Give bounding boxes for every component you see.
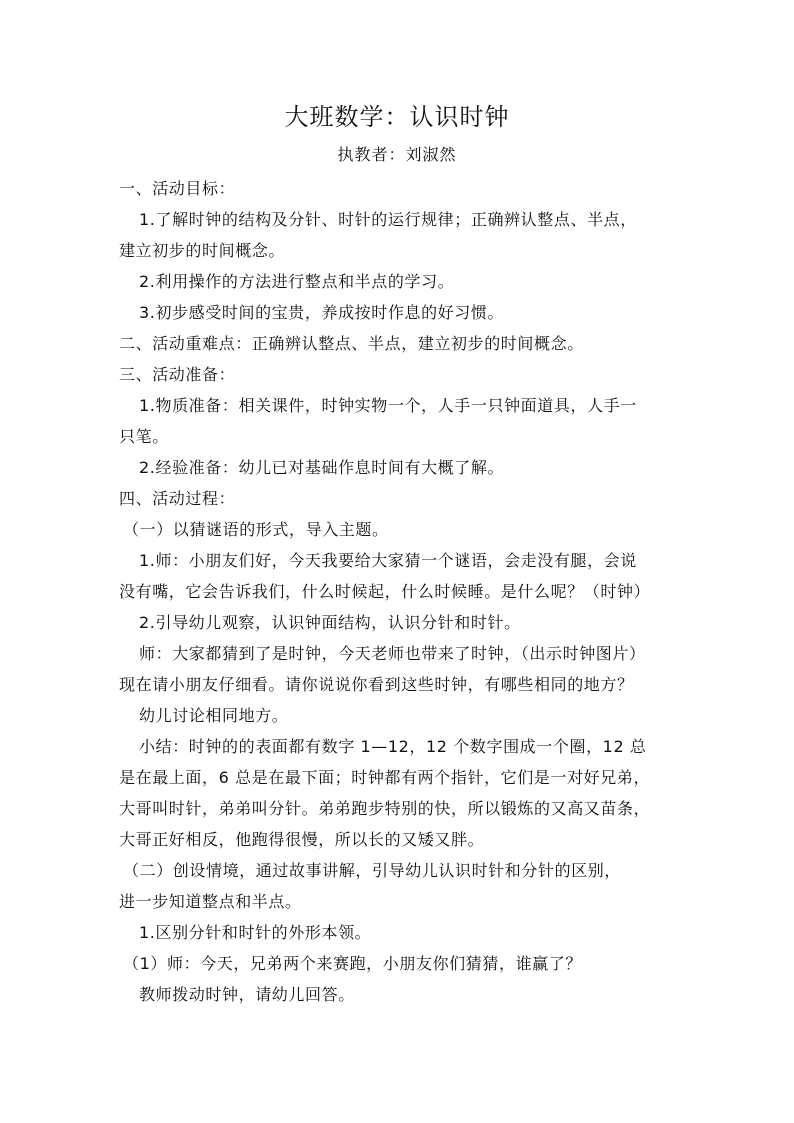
paragraph-line: 大哥叫时针，弟弟叫分针。弟弟跑步特别的快，所以锻炼的又高又苗条， [119,799,651,818]
subsection-heading: （二）创设情境，通过故事讲解，引导幼儿认识时针和分针的区别， [123,861,622,880]
paragraph-line: 1.师：小朋友们好，今天我要给大家猜一个谜语，会走没有腿，会说 [139,551,637,570]
paragraph-line: 教师拨动时钟，请幼儿回答。 [139,985,355,1004]
paragraph-line: 1.了解时钟的结构及分针、时针的运行规律；正确辨认整点、半点， [139,210,637,229]
paragraph-line: 3.初步感受时间的宝贵，养成按时作息的好习惯。 [139,303,505,322]
document-title: 大班数学：认识时钟 [284,103,510,131]
paragraph-line: 小结：时钟的的表面都有数字 1—12，12 个数字围成一个圈，12 总 [139,737,647,756]
paragraph-line: 只笔。 [119,427,169,446]
paragraph-line: 没有嘴，它会告诉我们，什么时候起，什么时候睡。是什么呢？（时钟） [119,582,651,601]
paragraph-line: 是在最上面，6 总是在最下面；时钟都有两个指针，它们是一对好兄弟， [119,768,651,787]
paragraph-line: 2.经验准备：幼儿已对基础作息时间有大概了解。 [139,458,505,477]
paragraph-line: （1）师：今天，兄弟两个来赛跑，小朋友你们猜猜，谁赢了？ [123,954,582,973]
section-heading: 三、活动准备： [119,365,236,384]
paragraph-line: 师：大家都猜到了是时钟，今天老师也带来了时钟，（出示时钟图片） [139,644,646,663]
section-heading: 一、活动目标： [119,179,236,198]
section-heading: 四、活动过程： [119,489,236,508]
paragraph-line: 进一步知道整点和半点。 [119,892,302,911]
document-body [119,173,685,1010]
document-author: 执教者：刘淑然 [337,145,457,164]
section-heading: 二、活动重难点：正确辨认整点、半点，建立初步的时间概念。 [119,334,584,353]
paragraph-line: 1.区别分针和时针的外形本领。 [139,923,372,942]
subsection-heading: （一）以猜谜语的形式，导入主题。 [123,520,389,539]
paragraph-line: 2.利用操作的方法进行整点和半点的学习。 [139,272,455,291]
paragraph-line: 1.物质准备：相关课件，时钟实物一个，人手一只钟面道具，人手一 [139,396,637,415]
paragraph-line: 2.引导幼儿观察，认识钟面结构，认识分针和时针。 [139,613,521,632]
paragraph-line: 现在请小朋友仔细看。请你说说你看到这些时钟，有哪些相同的地方？ [119,675,634,694]
paragraph-line: 建立初步的时间概念。 [119,241,286,260]
paragraph-line: 大哥正好相反，他跑得很慢，所以长的又矮又胖。 [119,830,485,849]
paragraph-line: 幼儿讨论相同地方。 [139,706,289,725]
